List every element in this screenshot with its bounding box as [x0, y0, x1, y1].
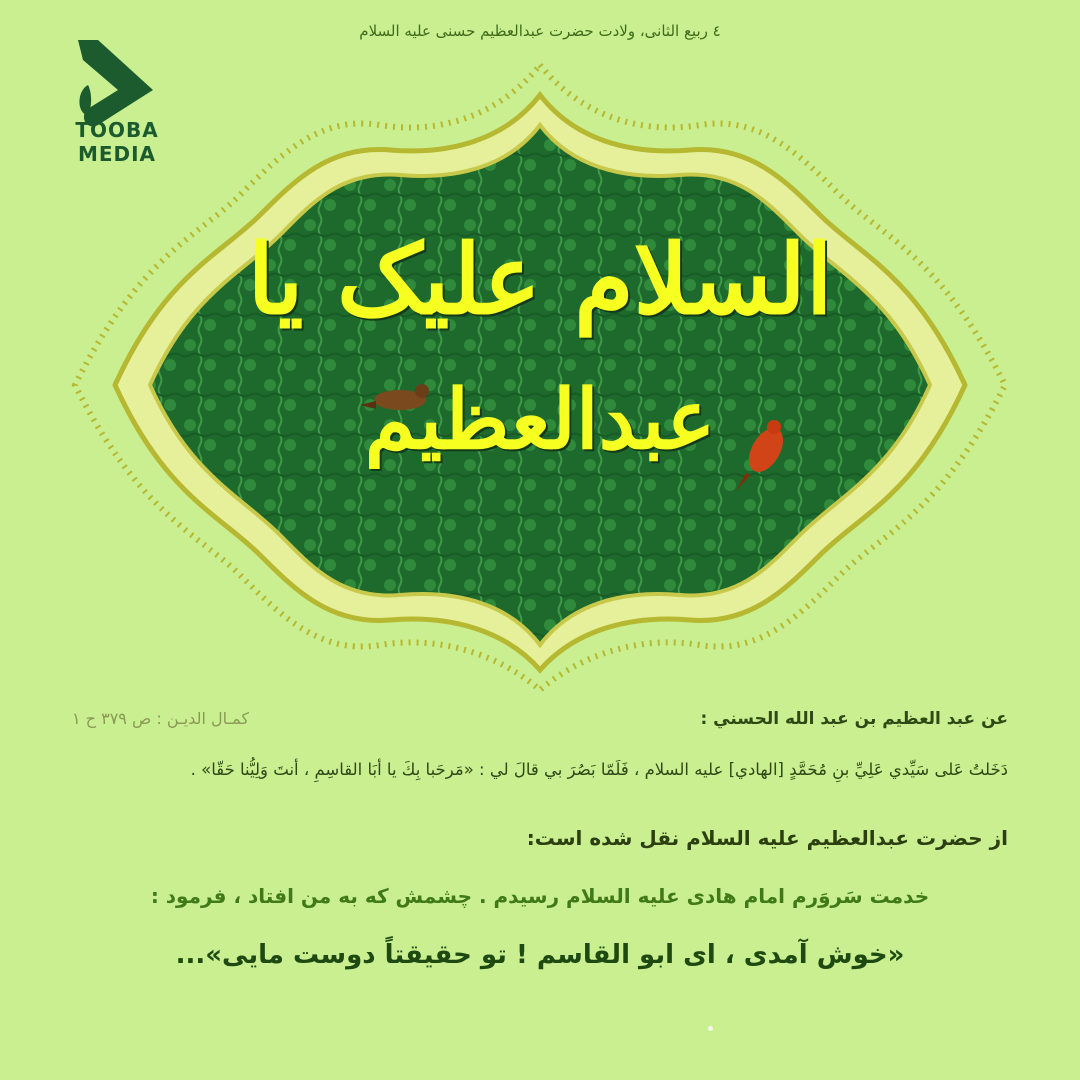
- persian-quote: «خوش آمدی ، ای ابو القاسم ! تو حقیقتاً دوست مایی»...: [175, 940, 905, 970]
- persian-intro: از حضرت عبدالعظیم علیه السلام نقل شده است:: [526, 826, 1008, 850]
- calligraphy-line-1: السلام علیک یا: [247, 223, 833, 336]
- logo-wordmark: TOOBA MEDIA: [75, 118, 159, 166]
- hadith-source-row: [72, 709, 1008, 737]
- hadith-citation: كمـال الديـن : ص ٣٧٩ ح ١: [72, 709, 250, 728]
- persian-narration: خدمت سَروَرم امام هادی علیه السلام رسیدم . چشمش که به من افتاد ، فرمود :: [150, 884, 930, 908]
- calligraphy-line-2: عبدالعظیم: [364, 372, 716, 468]
- hadith-narrator-intro: عن عبد العظیم بن عبد الله الحسني :: [700, 709, 1008, 729]
- decorative-dot: [708, 1026, 713, 1031]
- occasion-header: ٤ ربیع الثانی، ولادت حضرت عبدالعظیم حسنی علیه السلام: [359, 22, 721, 40]
- hadith-arabic-text: دَخَلتُ عَلی سَیِّدي عَلِيِّ بنِ مُحَمَّدٍ [الهادي] علیه السلام ، فَلَمّا بَصُرَ بي قالَ لي : «مَرحَبا بِكَ یا أبَا القاسِمِ ، أنتَ وَلِیُّنا حَقّا» .: [190, 760, 1008, 779]
- calligraphy-greeting: [200, 210, 880, 550]
